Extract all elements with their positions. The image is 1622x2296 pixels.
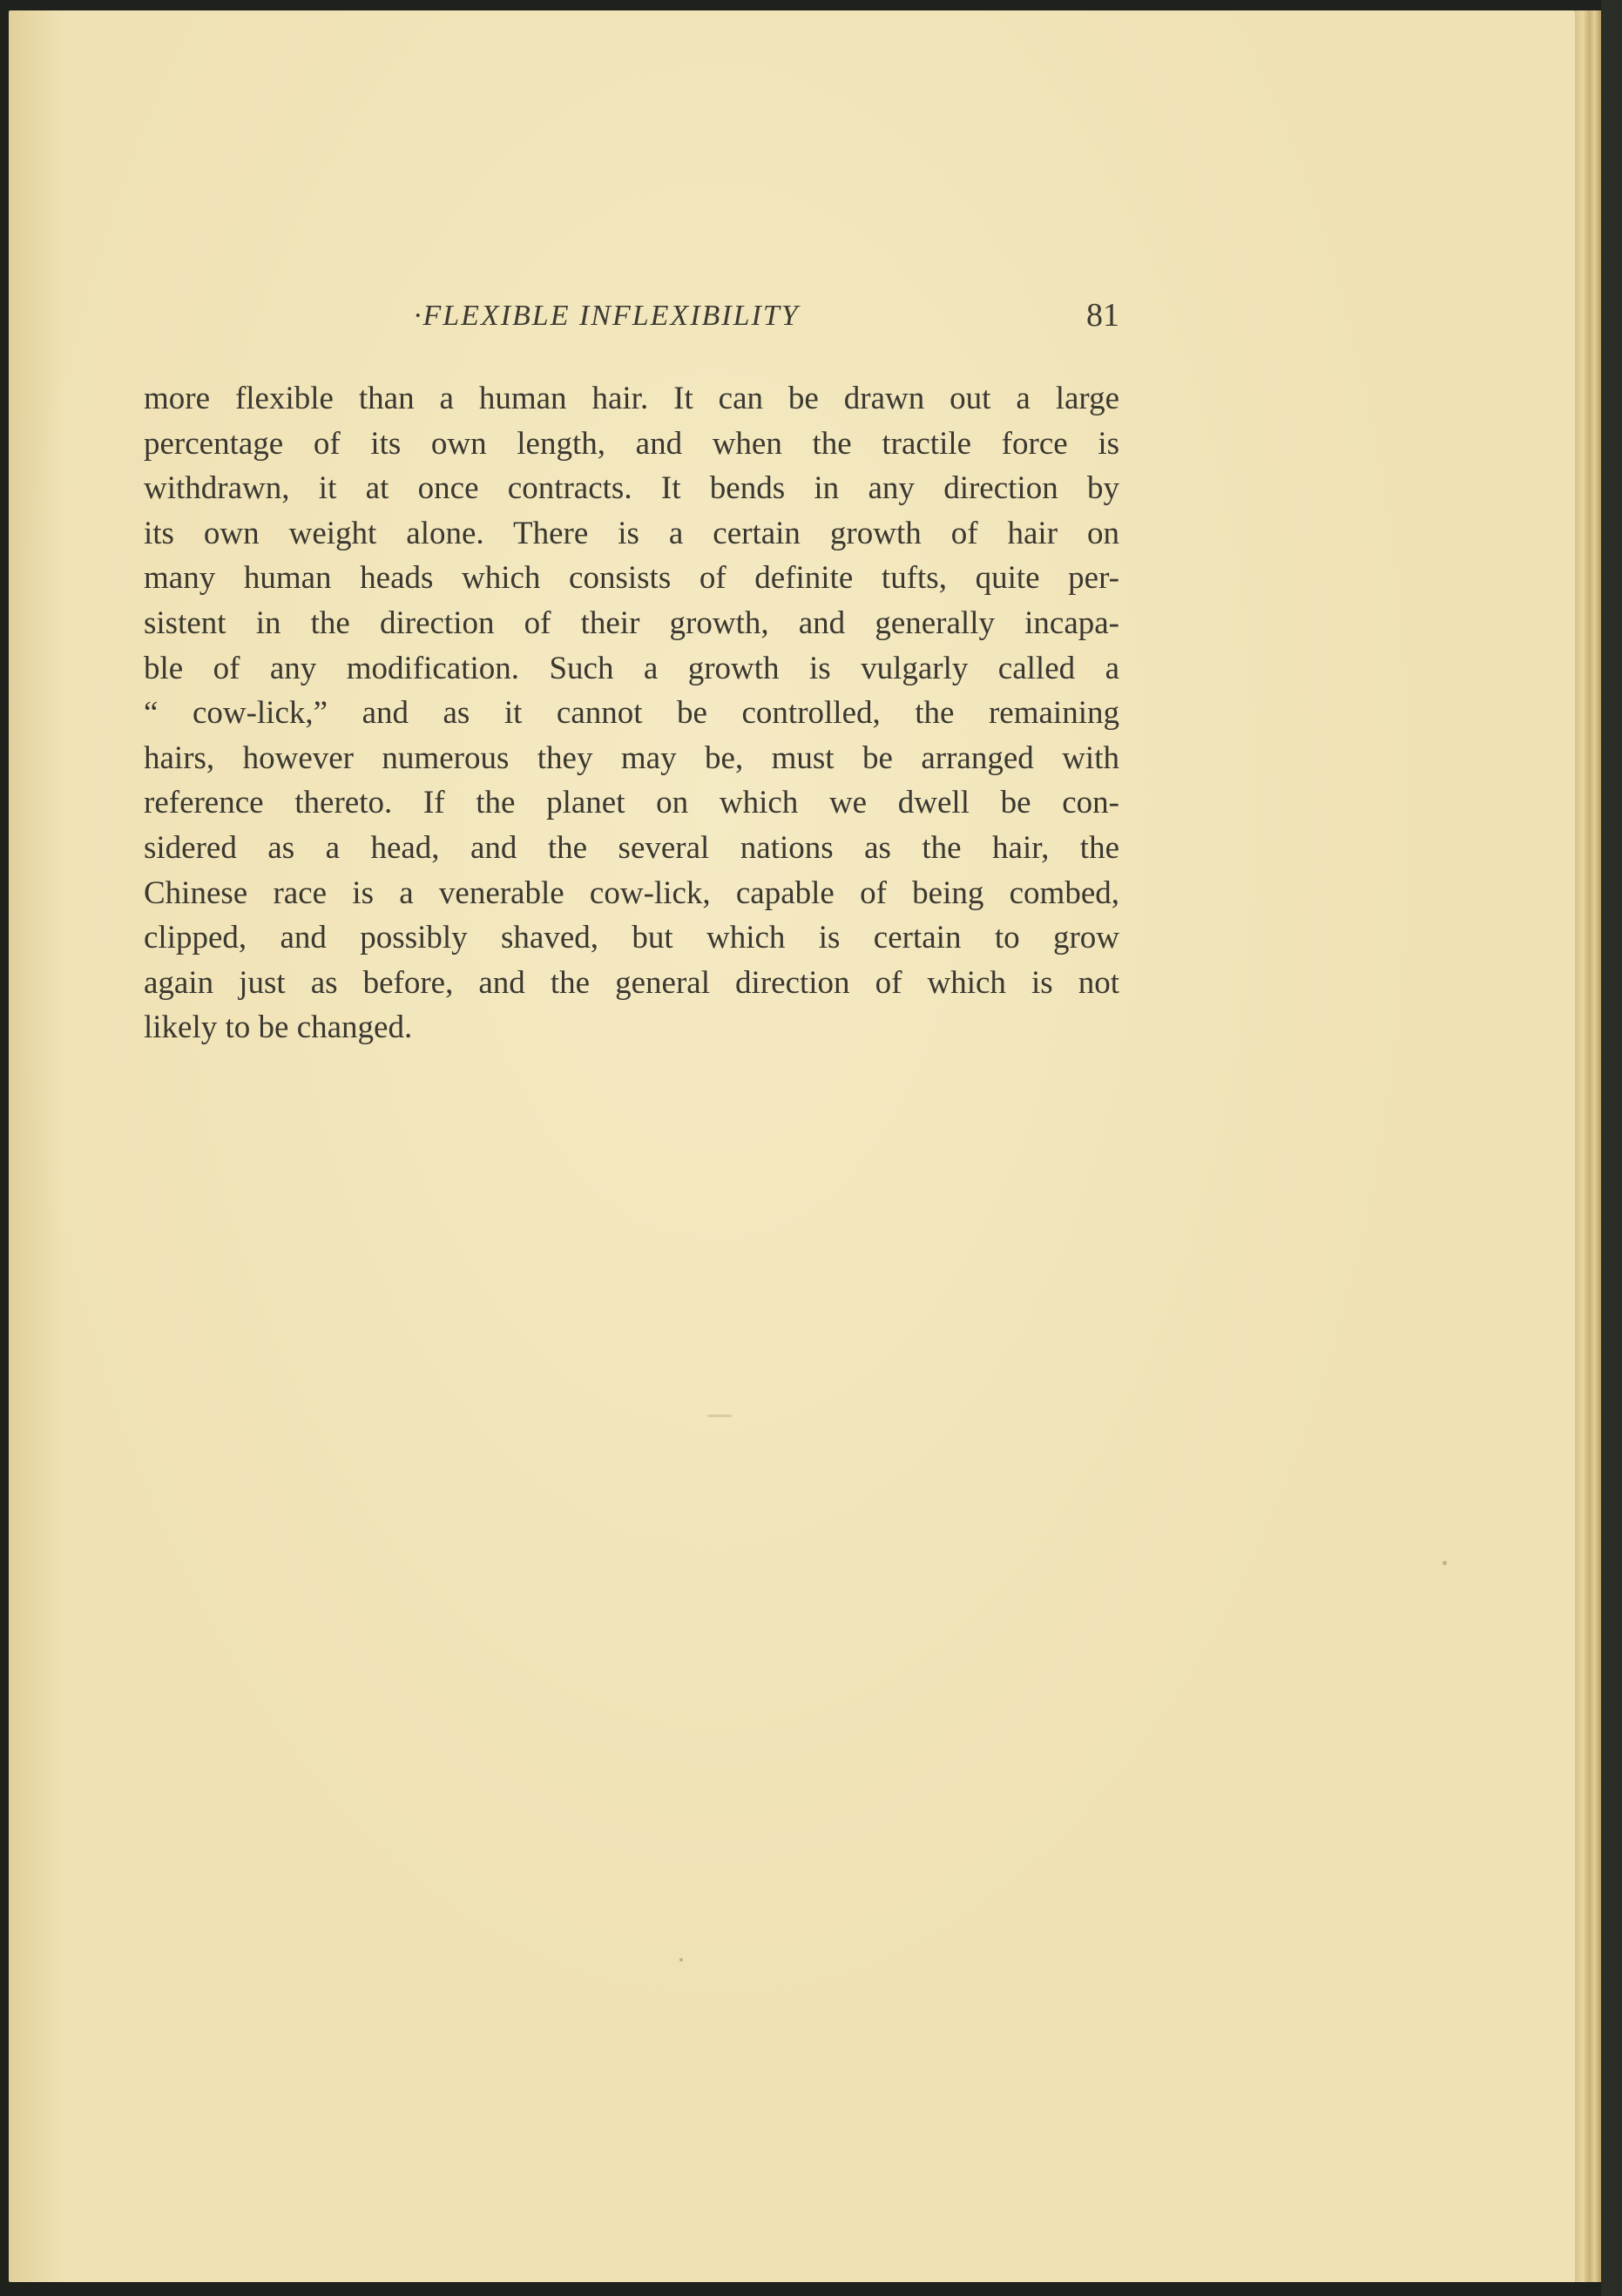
running-head <box>144 296 1119 348</box>
text-line: ble of any modification. Such a growth is vulgarly called a <box>144 650 1119 686</box>
book-binding <box>1601 0 1622 2296</box>
text-line: sistent in the direction of their growth, and generally incapa- <box>144 604 1119 641</box>
page-fore-edge <box>1575 10 1601 2282</box>
text-line: reference thereto. If the planet on which we dwell be con- <box>144 785 1119 821</box>
text-line: “ cow-lick,” and as it cannot be controlled, the remaining <box>144 695 1119 732</box>
text-line: percentage of its own length, and when the tractile force is <box>144 425 1119 462</box>
paper-speck <box>707 1415 732 1417</box>
text-line: more flexible than a human hair. It can be drawn out a large <box>144 381 1119 416</box>
text-line: hairs, however numerous they may be, must be arranged with <box>144 739 1119 776</box>
paper-speck <box>679 1958 683 1962</box>
paper-speck <box>1443 1561 1447 1565</box>
text-line: clipped, and possibly shaved, but which is certain to grow <box>144 920 1119 956</box>
text-line: many human heads which consists of definite tufts, quite per- <box>144 560 1119 597</box>
page-number: 81 <box>1086 297 1119 334</box>
running-head-title: ·FLEXIBLE INFLEXIBILITY <box>414 300 800 332</box>
text-line: likely to be changed. <box>144 1010 413 1046</box>
book-page <box>9 10 1578 2282</box>
text-line: Chinese race is a venerable cow-lick, capable of being combed, <box>144 875 1119 911</box>
text-line: sidered as a head, and the several nations as the hair, the <box>144 829 1119 866</box>
text-line: its own weight alone. There is a certain growth of hair on <box>144 515 1119 551</box>
body-paragraph <box>144 376 1119 1050</box>
text-line: withdrawn, it at once contracts. It bends in any direction by <box>144 470 1119 507</box>
text-line: again just as before, and the general direction of which is not <box>144 964 1119 1001</box>
